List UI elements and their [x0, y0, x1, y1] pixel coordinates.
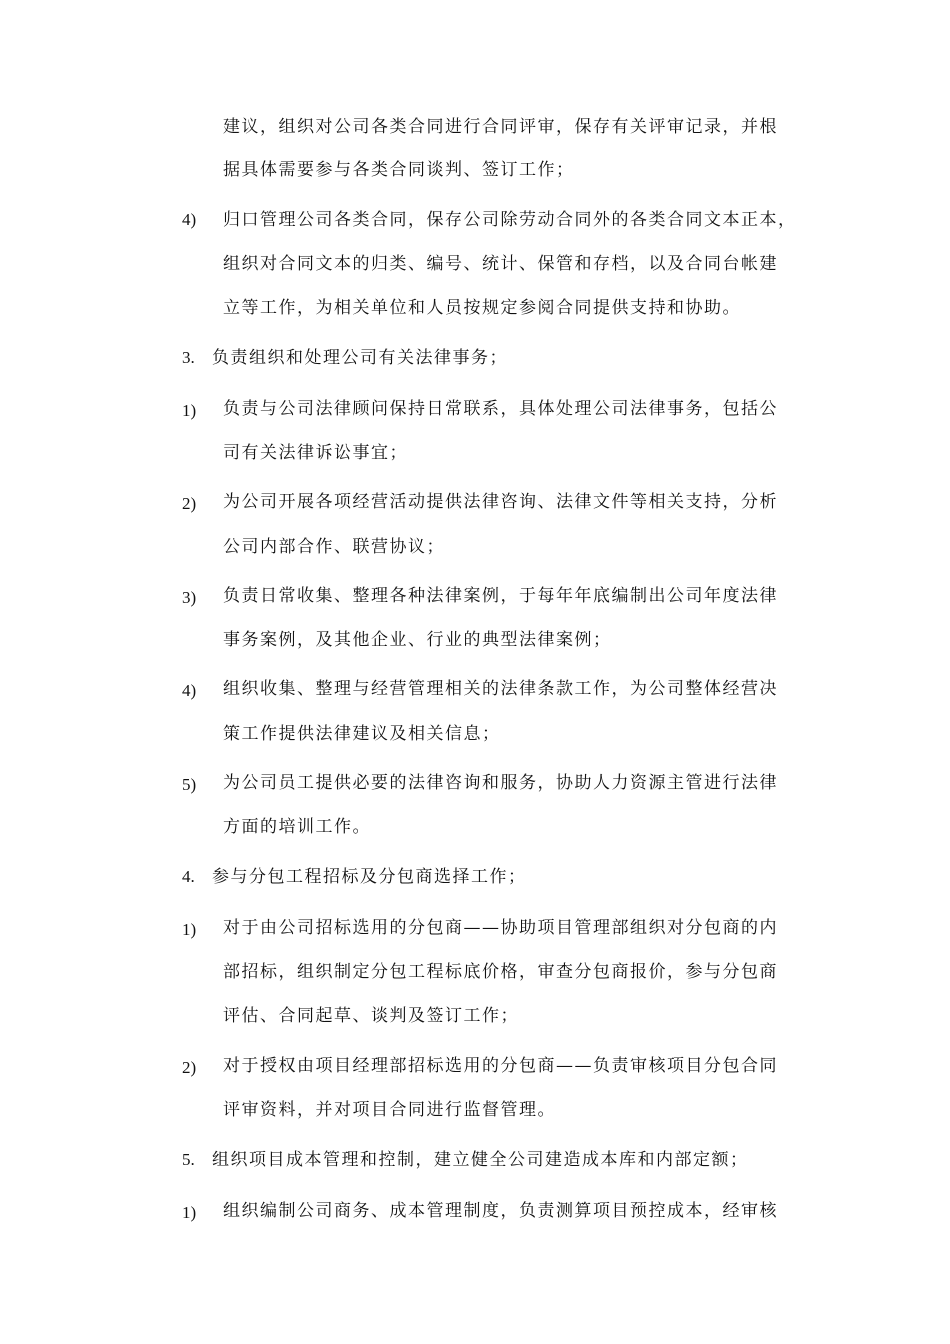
section-heading: 负责组织和处理公司有关法律事务；	[212, 348, 508, 368]
text-line: 归口管理公司各类合同，保存公司除劳动合同外的各类合同文本正本，	[223, 210, 797, 230]
list-marker: 1)	[182, 1203, 197, 1222]
text-line: 建议，组织对公司各类合同进行合同评审，保存有关评审记录，并根	[223, 117, 778, 137]
text-line: 策工作提供法律建议及相关信息；	[223, 724, 501, 744]
text-line: 立等工作，为相关单位和人员按规定参阅合同提供支持和协助。	[223, 298, 741, 318]
list-marker: 4)	[182, 681, 197, 700]
text-line: 对于由公司招标选用的分包商——协助项目管理部组织对分包商的内	[223, 918, 778, 938]
text-line: 方面的培训工作。	[223, 817, 371, 837]
text-line: 组织对合同文本的归类、编号、统计、保管和存档，以及合同台帐建	[223, 254, 778, 274]
section-marker: 4.	[182, 867, 195, 886]
list-marker: 4)	[182, 210, 197, 229]
list-marker: 2)	[182, 494, 197, 513]
text-line: 负责日常收集、整理各种法律案例，于每年年底编制出公司年度法律	[223, 586, 778, 606]
text-line: 组织收集、整理与经营管理相关的法律条款工作，为公司整体经营决	[223, 679, 778, 699]
list-marker: 1)	[182, 401, 197, 420]
text-line: 据具体需要参与各类合同谈判、签订工作；	[223, 160, 575, 180]
section-heading: 组织项目成本管理和控制，建立健全公司建造成本库和内部定额；	[212, 1150, 749, 1170]
text-line: 评估、合同起草、谈判及签订工作；	[223, 1006, 519, 1026]
text-line: 为公司员工提供必要的法律咨询和服务，协助人力资源主管进行法律	[223, 773, 778, 793]
section-heading: 参与分包工程招标及分包商选择工作；	[212, 867, 527, 887]
section-marker: 5.	[182, 1150, 195, 1169]
text-line: 组织编制公司商务、成本管理制度，负责测算项目预控成本，经审核	[223, 1201, 778, 1221]
section-marker: 3.	[182, 348, 195, 367]
list-marker: 2)	[182, 1058, 197, 1077]
text-line: 司有关法律诉讼事宜；	[223, 443, 408, 463]
text-line: 事务案例，及其他企业、行业的典型法律案例；	[223, 630, 612, 650]
text-line: 对于授权由项目经理部招标选用的分包商——负责审核项目分包合同	[223, 1056, 778, 1076]
text-line: 部招标，组织制定分包工程标底价格，审查分包商报价，参与分包商	[223, 962, 778, 982]
list-marker: 3)	[182, 588, 197, 607]
text-line: 为公司开展各项经营活动提供法律咨询、法律文件等相关支持，分析	[223, 492, 778, 512]
text-line: 评审资料，并对项目合同进行监督管理。	[223, 1100, 556, 1120]
text-line: 负责与公司法律顾问保持日常联系，具体处理公司法律事务，包括公	[223, 399, 778, 419]
list-marker: 5)	[182, 775, 197, 794]
list-marker: 1)	[182, 920, 197, 939]
text-line: 公司内部合作、联营协议；	[223, 537, 445, 557]
